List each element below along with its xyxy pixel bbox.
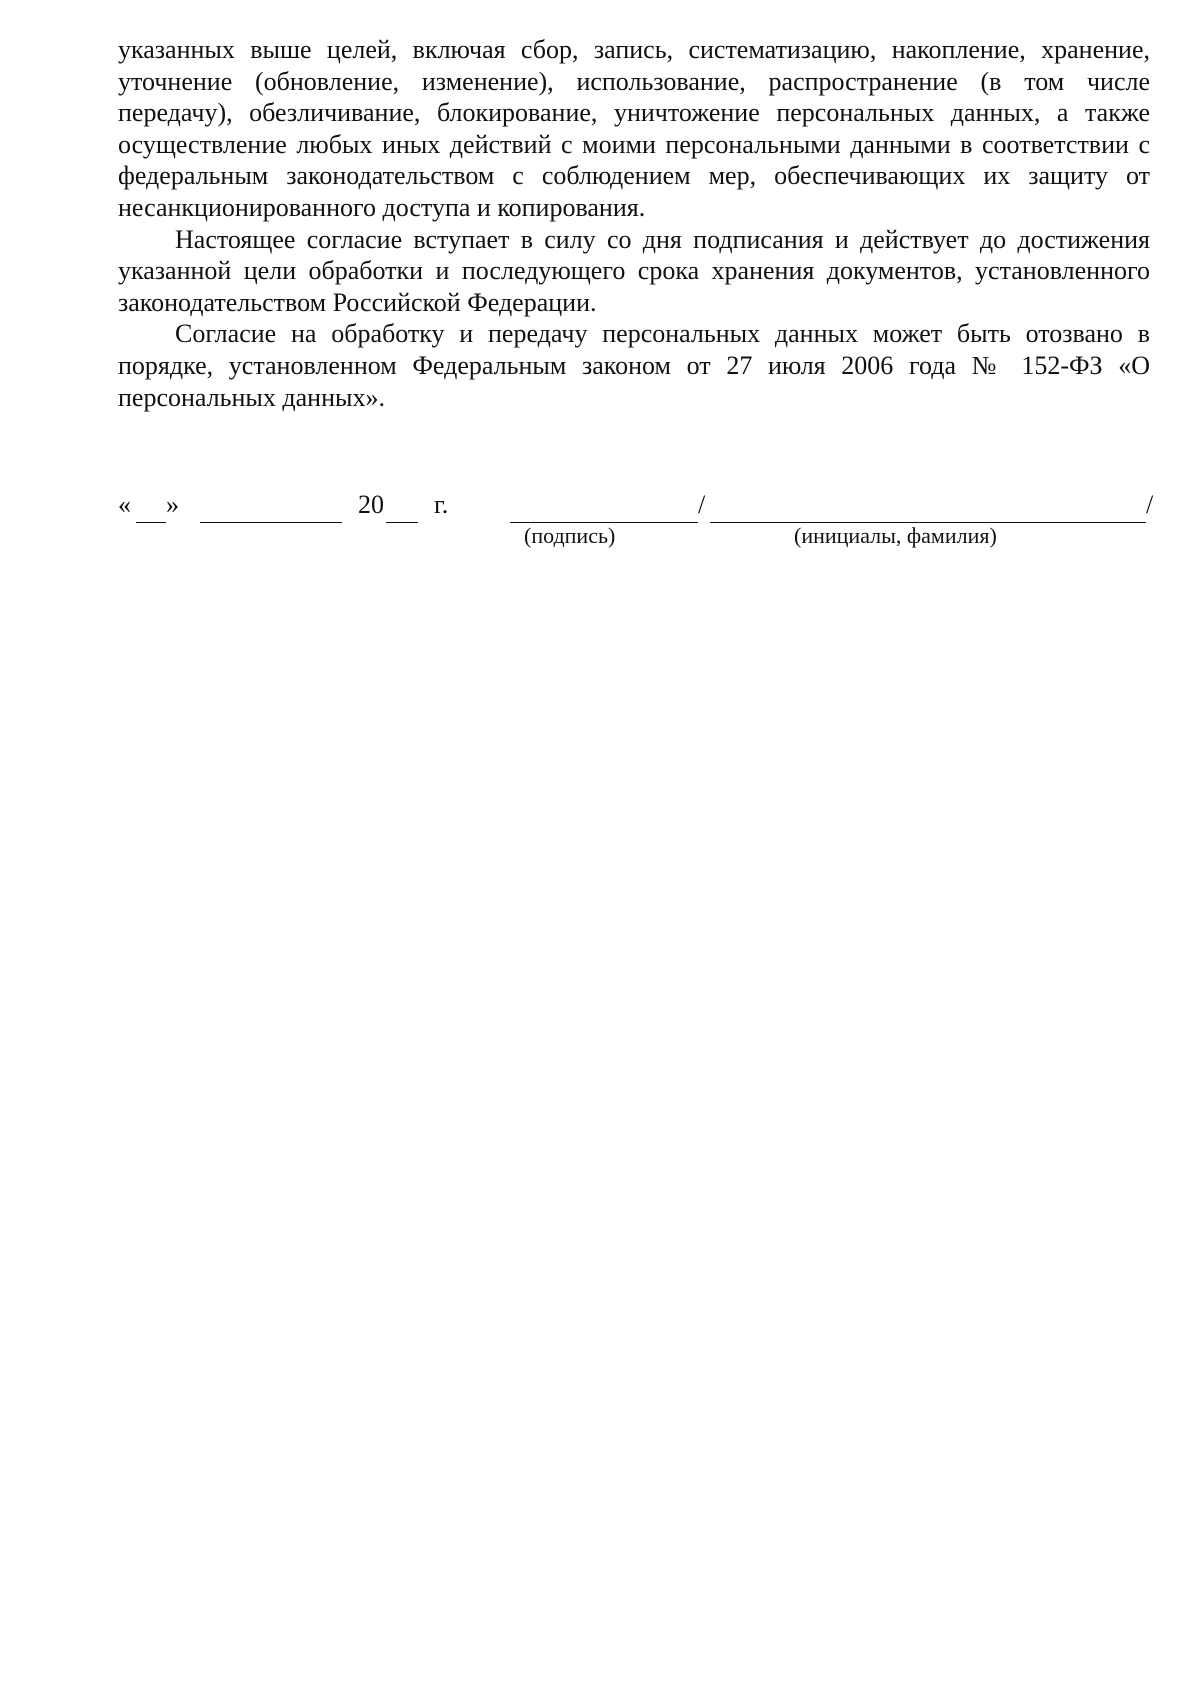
year-suffix: г. bbox=[434, 490, 449, 519]
year-prefix: 20 bbox=[358, 490, 384, 519]
paragraph-validity-period: Настоящее согласие вступает в силу со дня подписания и действует до достижения указанной цели обработки и последующего срока хранения документов, установленного законодательством Российской Федерации. bbox=[118, 224, 1150, 317]
name-caption: (инициалы, фамилия) bbox=[794, 523, 997, 548]
paragraph-processing-actions: указанных выше целей, включая сбор, запись, систематизацию, накопление, хранение, уточнение (обновление, изменение), использование, распространение (в том числе передачу), обезличивание, блокирование, уничтожение персональных данных, а также осуществление любых иных действий с моими персональными данными в соответствии с федеральным законодательством с соблюдением мер, обеспечивающих их защиту от несанкционированного доступа и копирования. bbox=[118, 35, 1150, 222]
year-blank bbox=[386, 522, 418, 523]
consent-text bbox=[118, 34, 1150, 413]
signature-slash-right: / bbox=[1146, 490, 1154, 519]
signature-date-row bbox=[118, 490, 1158, 530]
signature-slash-left: / bbox=[698, 490, 706, 519]
month-blank bbox=[200, 522, 342, 523]
paragraph-revocation: Согласие на обработку и передачу персональных данных может быть отозвано в порядке, установленном Федеральным законом от 27 июля 2006 года № 152-ФЗ «О персональных данных». bbox=[118, 319, 1150, 412]
day-blank bbox=[136, 522, 166, 523]
signature-caption: (подпись) bbox=[524, 523, 616, 548]
date-quote-open: « bbox=[118, 490, 131, 519]
date-quote-close: » bbox=[166, 490, 179, 519]
